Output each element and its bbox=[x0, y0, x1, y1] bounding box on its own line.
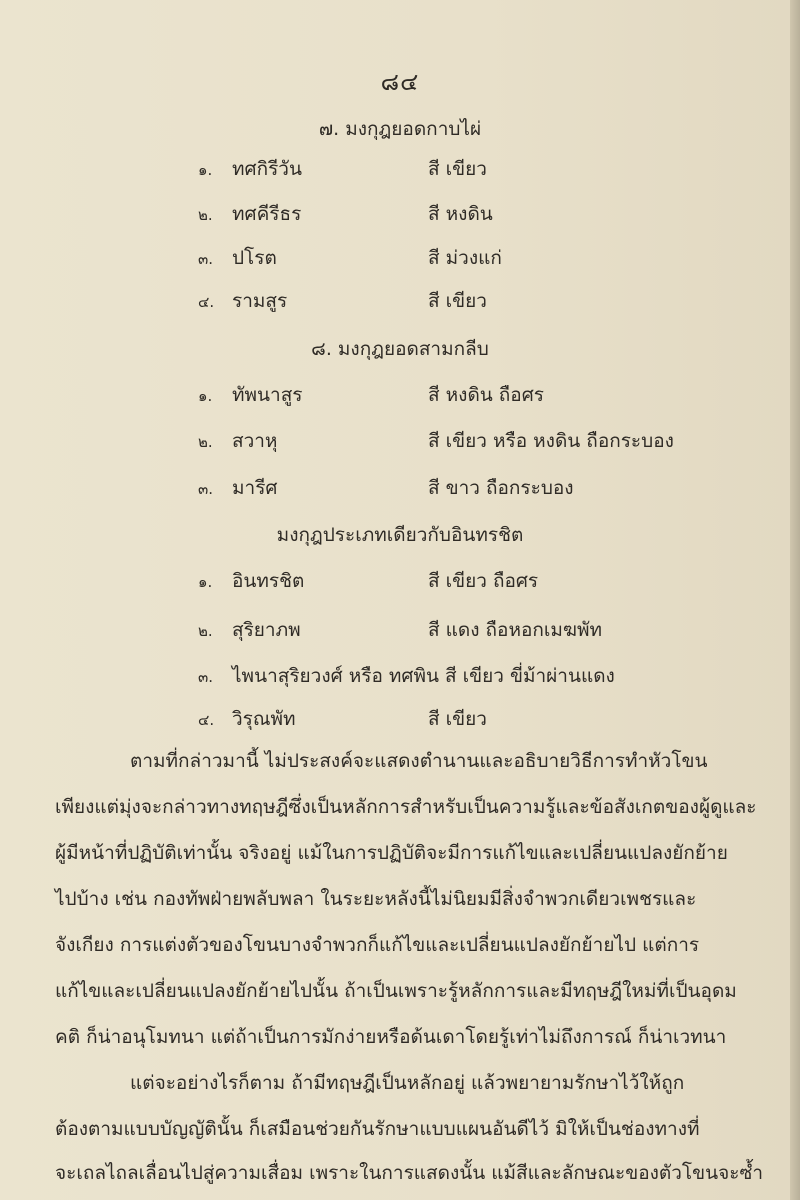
item-number: ๒. bbox=[198, 622, 213, 640]
character-color: สี เขียว bbox=[428, 158, 487, 180]
paragraph-line: ไปบ้าง เช่น กองทัพฝ่ายพลับพลา ในระยะหลังนี้ไม่นิยมมีสิ่งจำพวกเดียวเพชรและ bbox=[55, 888, 697, 910]
page-number: ๘๔ bbox=[380, 68, 420, 96]
item-number: ๓. bbox=[198, 250, 214, 268]
item-number: ๓. bbox=[198, 480, 214, 498]
character-name: วิรุณพัท bbox=[232, 708, 296, 730]
section-heading: มงกุฎประเภทเดียวกับอินทรชิต bbox=[276, 524, 524, 546]
character-color: สี ขาว ถือกระบอง bbox=[428, 477, 574, 499]
paragraph-line: ตามที่กล่าวมานี้ ไม่ประสงค์จะแสดงตำนานและอธิบายวิธีการทำหัวโขน bbox=[130, 750, 708, 772]
paragraph-line: จะเถลไถลเลื่อนไปสู่ความเสื่อม เพราะในการแสดงนั้น แม้สีและลักษณะของตัวโขนจะซ้ำ bbox=[55, 1162, 764, 1184]
item-number: ๔. bbox=[198, 711, 215, 729]
item-number: ๑. bbox=[198, 573, 213, 591]
character-color: สี หงดิน ถือศร bbox=[428, 384, 544, 406]
section-heading: ๘. มงกุฎยอดสามกลีบ bbox=[311, 338, 489, 360]
character-color: สี ม่วงแก่ bbox=[428, 247, 502, 269]
paragraph-line: คติ ก็น่าอนุโมทนา แต่ถ้าเป็นการมักง่ายหรือด้นเดาโดยรู้เท่าไม่ถึงการณ์ ก็น่าเวทนา bbox=[55, 1026, 727, 1048]
paragraph-line: ผู้มีหน้าที่ปฏิบัติเท่านั้น จริงอยู่ แม้ในการปฏิบัติจะมีการแก้ไขและเปลี่ยนแปลงยักย้าย bbox=[55, 842, 728, 864]
character-name: สวาหุ bbox=[232, 430, 278, 452]
item-number: ๓. bbox=[198, 668, 214, 686]
paragraph-line: แก้ไขและเปลี่ยนแปลงยักย้ายไปนั้น ถ้าเป็นเพราะรู้หลักการและมีทฤษฎีใหม่ที่เป็นอุดม bbox=[55, 980, 737, 1002]
character-color: สี แดง ถือหอกเมฆพัท bbox=[428, 619, 603, 641]
character-color: สี หงดิน bbox=[428, 203, 493, 225]
item-number: ๑. bbox=[198, 161, 213, 179]
paragraph-line: เพียงแต่มุ่งจะกล่าวทางทฤษฎีซึ่งเป็นหลักการสำหรับเป็นความรู้และข้อสังเกตของผู้ดูและ bbox=[55, 796, 757, 818]
character-name: มารีศ bbox=[232, 477, 278, 499]
paragraph-line: ต้องตามแบบบัญญัตินั้น ก็เสมือนช่วยกันรักษาแบบแผนอันดีไว้ มิให้เป็นช่องทางที่ bbox=[55, 1118, 700, 1140]
character-color: สี เขียว bbox=[428, 708, 487, 730]
item-number: ๒. bbox=[198, 206, 213, 224]
page-edge bbox=[790, 0, 800, 1200]
character-name: ไพนาสุริยวงศ์ หรือ ทศพิน สี เขียว ขี่ม้าผ่านแดง bbox=[232, 665, 615, 687]
item-number: ๑. bbox=[198, 387, 213, 405]
paragraph-line: แต่จะอย่างไรก็ตาม ถ้ามีทฤษฎีเป็นหลักอยู่ แล้วพยายามรักษาไว้ให้ถูก bbox=[130, 1072, 685, 1094]
character-name: ปโรต bbox=[232, 247, 277, 269]
character-name: อินทรชิต bbox=[232, 570, 305, 592]
character-name: รามสูร bbox=[232, 290, 288, 312]
character-name: ทศกิรีวัน bbox=[232, 158, 302, 180]
character-name: สุริยาภพ bbox=[232, 619, 301, 641]
paragraph-line: จังเกียง การแต่งตัวของโขนบางจำพวกก็แก้ไขและเปลี่ยนแปลงยักย้ายไป แต่การ bbox=[55, 934, 700, 956]
character-color: สี เขียว ถือศร bbox=[428, 570, 539, 592]
character-color: สี เขียว bbox=[428, 290, 487, 312]
section-heading: ๗. มงกุฎยอดกาบไผ่ bbox=[318, 118, 482, 140]
character-name: ทศคีรีธร bbox=[232, 203, 302, 225]
character-name: ทัพนาสูร bbox=[232, 384, 303, 406]
item-number: ๔. bbox=[198, 293, 215, 311]
item-number: ๒. bbox=[198, 433, 213, 451]
character-color: สี เขียว หรือ หงดิน ถือกระบอง bbox=[428, 430, 674, 452]
